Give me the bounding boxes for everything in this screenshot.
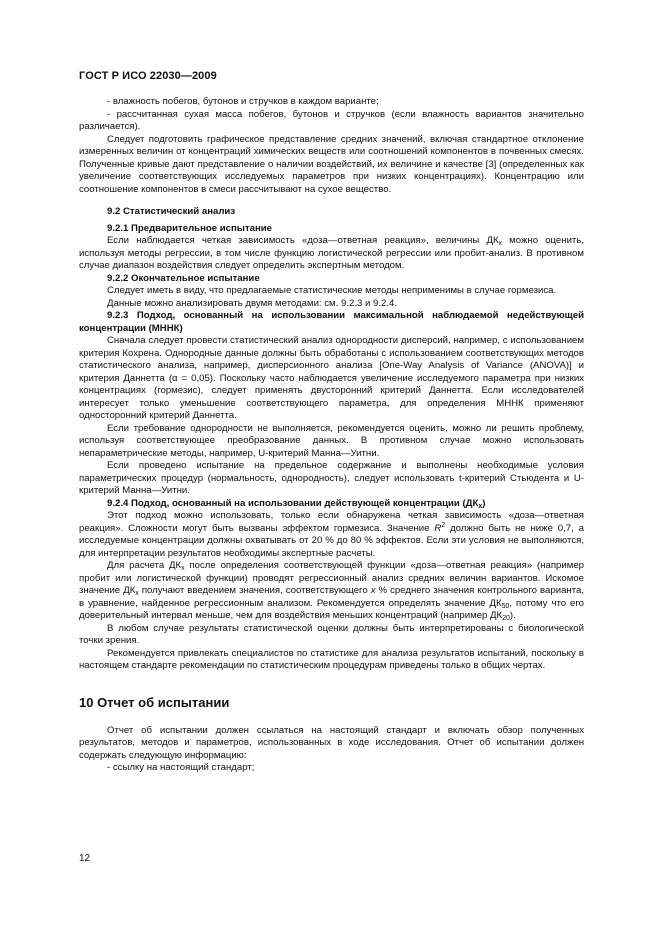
page-number: 12 (79, 853, 91, 864)
subsection-heading-9-2-4: 9.2.4 Подход, основанный на использовании действующей концентрации $(ДК_x)$ (107, 497, 486, 510)
paragraph: Сначала следует провести статистический анализ однородности дисперсий, например, с использованием критерия Кохрена. Однородные данные должны быть обработаны с использованием соответствующих методов статистического анализа, например, дисперсионного анализа [One-Way Analysis of Variance (ANOVA)] и критерия Даннетта (α = 0,05). Поскольку часто наблюдается увеличение исследуемого параметра при низких концентрациях (гормезис), следует применять двусторонний критерий Даннетта. Если исследователей интересует только уменьшение соответствующего параметра, для определения МННК применяют односторонний критерий Даннетта. (79, 335, 584, 421)
paragraph: Данные можно анализировать двумя методами: см. 9.2.3 и 9.2.4. (107, 297, 398, 309)
paragraph: Следует подготовить графическое представление средних значений, включая стандартное отклонение измеренных величин от концентраций химических веществ или соотношений компонентов в почвенных смесях. Полученные кривые дают представление о наличии воздействий, их величине и качестве [3] (определенных как увеличение соответствующих исследуемых параметров при низких концентрациях). Концентрацию или соотношение компонентов в смеси рассчитывают на сухое вещество. (79, 133, 584, 195)
subsection-heading-9-2-1: 9.2.1 Предварительное испытание (107, 222, 273, 234)
paragraph: В любом случае результаты статистической оценки должны быть интерпретированы с биологической точки зрения. (79, 622, 584, 646)
document-body (79, 96, 584, 775)
paragraph: Для расчета $ДК_x$ после определения соответствующей функции «доза—ответная реакция» (например пробит или логистической функции) проводят регрессионный анализ средних величин вариантов. Искомое значение $ДК_x$ получают введением значения, соответствующего x % среднего значения контрольного варианта, в уравнение, найденное регрессионным анализом. Рекомендуется определять значение $ДК_{50}$, потому что его доверительный интервал меньше, чем для воздействия меньших концентраций (например $ДК_{20}$). (79, 560, 584, 622)
paragraph: Этот подход можно использовать, только если обнаружена четкая зависимость «доза—ответная реакция». Сложности могут быть вызваны эффектом гормезиса. Значение $R^2$ должно быть не ниже 0,7, а исследуемые концентрации должны охватывать от 20 % до 80 % эффектов. Если эти условия не выполняются, для интерпретации результатов необходимы экспертные расчеты. (79, 510, 584, 559)
list-item: - ссылку на настоящий стандарт; (107, 762, 255, 773)
subsection-heading-9-2-2: 9.2.2 Окончательное испытание (107, 272, 260, 284)
list-item: - рассчитанная сухая масса побегов, бутонов и стручков (если влажность вариантов значительно различается). (79, 108, 584, 132)
section-heading-10: 10 Отчет об испытании (79, 694, 230, 710)
section-heading-9-2: 9.2 Статистический анализ (107, 206, 236, 217)
paragraph: Рекомендуется привлекать специалистов по статистике для анализа результатов испытаний, поскольку в настоящем стандарте рекомендации по статистическим процедурам приведены только в общих чертах. (79, 647, 584, 671)
subsection-heading-9-2-3: 9.2.3 Подход, основанный на использовании максимальной наблюдаемой недействующей концентрации (МННК) (79, 310, 584, 334)
paragraph: Если проведено испытание на предельное содержание и выполнены необходимые условия параметрических процедур (нормальность, однородность), следует использовать t-критерий Стьюдента и U-критерий Манна—Уитни. (79, 460, 584, 496)
paragraph: Если требование однородности не выполняется, рекомендуется оценить, можно ли решить проблему, используя соответствующее преобразование данных. В противном случае можно использовать непараметрические методы, например, U-критерий Манна—Уитни. (79, 422, 584, 459)
paragraph: Если наблюдается четкая зависимость «доза—ответная реакция», величины $ДК_x$ можно оценить, используя методы регрессии, в том числе функцию логистической регрессии или пробит-анализ. В противном случае диапазон воздействия следует определить экспертным методом. (79, 235, 584, 271)
document-header: ГОСТ Р ИСО 22030—2009 (79, 70, 217, 82)
list-item: - влажность побегов, бутонов и стручков в каждом варианте; (107, 96, 379, 107)
paragraph: Следует иметь в виду, что предлагаемые статистические методы неприменимы в случае гормезиса. (107, 285, 557, 296)
paragraph: Отчет об испытании должен ссылаться на настоящий стандарт и включать обзор полученных результатов, методов и параметров, использованных в ходе исследования. Отчет об испытании должен содержать следующую информацию: (79, 724, 584, 761)
